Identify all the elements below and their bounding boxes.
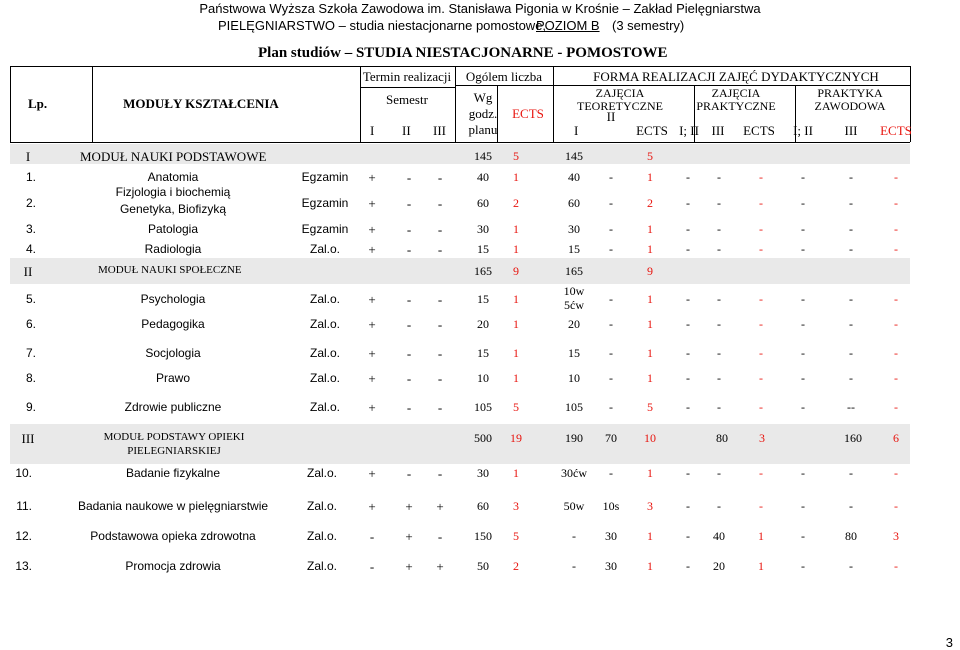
module-number: III: [21, 431, 35, 446]
row-sem-1: -: [369, 559, 375, 574]
row-lp: 6.: [25, 317, 36, 331]
row-sem-1: +: [368, 292, 376, 307]
row-ects: 1: [513, 317, 519, 331]
module-ects: 19: [510, 431, 522, 445]
row-cell: 60: [568, 196, 580, 210]
row-cell: -: [849, 466, 853, 480]
module-title: MODUŁ NAUKI SPOŁECZNE: [98, 264, 242, 276]
module-theory-hours-2: 70: [605, 431, 617, 445]
row-cell: -: [801, 529, 805, 543]
row-cell: -: [894, 400, 898, 414]
module-ects: 9: [513, 264, 519, 278]
row-subject: Socjologia: [145, 346, 201, 360]
row-subject: Podstawowa opieka zdrowotna: [90, 529, 256, 543]
row-hours: 10: [477, 371, 489, 385]
module-total-hours: 145: [474, 149, 492, 163]
row-sem-2: +: [405, 529, 413, 544]
wg-godz-planu-header: Wg godz. planu: [468, 90, 498, 137]
module-theory-hours: 145: [565, 149, 583, 163]
row-cell: 1: [647, 242, 653, 256]
row-exam-form: Zal.o.: [309, 242, 341, 256]
module-number: I: [25, 149, 31, 164]
row-ects: 1: [513, 222, 519, 236]
row-sem-3: -: [437, 196, 443, 211]
row-exam-form: Zal.o.: [309, 400, 341, 414]
row-cell: -: [572, 529, 576, 543]
row-cell: -: [759, 466, 763, 480]
row-exam-form: Egzamin: [301, 196, 349, 210]
module-theory-ects: 5: [647, 149, 653, 163]
row-subject: Patologia: [147, 222, 199, 236]
zaw-sub-i-ii: I; II: [793, 123, 813, 138]
row-cell: -: [717, 317, 721, 331]
row-cell: -: [849, 196, 853, 210]
row-hours: 15: [477, 292, 489, 306]
row-cell: -: [759, 196, 763, 210]
plan-title: Plan studiów – STUDIA NIESTACJONARNE - POMOSTOWE: [258, 45, 668, 61]
row-sem-2: -: [406, 170, 412, 185]
row-ects: 3: [513, 499, 519, 513]
row-subject: Fizjologia i biochemią: [115, 185, 231, 199]
module-total-hours: 500: [474, 431, 492, 445]
row-ects: 1: [513, 292, 519, 306]
zaw-sub-ects: ECTS: [880, 123, 912, 138]
row-sem-2: +: [405, 499, 413, 514]
row-cell: -: [894, 170, 898, 184]
row-hours: 50: [477, 559, 489, 573]
row-cell: 3: [647, 499, 653, 513]
row-exam-form: Egzamin: [301, 170, 349, 184]
termin-header: Termin realizacji: [362, 69, 452, 84]
row-cell: --: [847, 400, 855, 414]
row-sem-3: -: [437, 346, 443, 361]
row-cell: 30: [605, 529, 617, 543]
row-cell: -: [801, 466, 805, 480]
row-exam-form: Zal.o.: [309, 292, 341, 306]
module-title: MODUŁ PODSTAWY OPIEKI PIELEGNIARSKIEJ: [103, 431, 245, 457]
row-cell: 1: [647, 346, 653, 360]
row-cell: -: [717, 371, 721, 385]
module-placement-ects: 6: [893, 431, 899, 445]
ogolem-header: Ogólem liczba: [465, 69, 543, 84]
table-rule: [553, 66, 554, 142]
row-cell: -: [894, 371, 898, 385]
teor-sub-ii: II: [606, 109, 616, 124]
row-cell: -: [686, 292, 690, 306]
row-ects: 1: [513, 242, 519, 256]
row-sem-3: -: [437, 222, 443, 237]
row-subject: Badania naukowe w pielęgniarstwie: [77, 499, 269, 513]
table-rule: [455, 66, 456, 142]
row-cell: -: [717, 170, 721, 184]
row-cell: -: [686, 222, 690, 236]
row-cell: 105: [565, 400, 583, 414]
row-hours: 60: [477, 499, 489, 513]
row-cell: -: [759, 400, 763, 414]
row-sem-3: -: [437, 466, 443, 481]
row-lp: 13.: [15, 559, 32, 573]
row-cell: -: [609, 346, 613, 360]
row-cell: 1: [647, 371, 653, 385]
row-cell: -: [801, 170, 805, 184]
row-lp: 10.: [15, 466, 32, 480]
module-theory-hours: 165: [565, 264, 583, 278]
row-cell: -: [894, 499, 898, 513]
row-cell: -: [894, 559, 898, 573]
table-row: [10, 220, 910, 238]
table-rule: [92, 66, 93, 142]
row-ects: 2: [513, 559, 519, 573]
teor-sub-ects: ECTS: [636, 123, 668, 138]
row-cell: 40: [568, 170, 580, 184]
row-cell: -: [849, 559, 853, 573]
row-cell: 1: [758, 559, 764, 573]
row-cell: -: [609, 170, 613, 184]
row-cell: -: [717, 196, 721, 210]
row-lp: 9.: [25, 400, 36, 414]
row-sem-2: +: [405, 559, 413, 574]
module-theory-hours: 190: [565, 431, 583, 445]
row-cell: -: [609, 400, 613, 414]
row-cell: 1: [647, 529, 653, 543]
prakt-sub-ects: ECTS: [743, 123, 775, 138]
row-cell: -: [801, 196, 805, 210]
row-cell: -: [849, 292, 853, 306]
row-cell: 10w 5ćw: [563, 284, 585, 312]
row-cell: -: [801, 242, 805, 256]
row-cell: -: [759, 499, 763, 513]
row-cell: 15: [568, 242, 580, 256]
row-sem-1: +: [368, 371, 376, 386]
row-cell: -: [572, 559, 576, 573]
row-sem-3: -: [437, 529, 443, 544]
row-sem-1: +: [368, 242, 376, 257]
module-practical-hours: 80: [716, 431, 728, 445]
row-hours: 15: [477, 346, 489, 360]
row-cell: -: [759, 317, 763, 331]
row-cell: -: [759, 371, 763, 385]
row-cell: -: [686, 371, 690, 385]
row-cell: 1: [647, 466, 653, 480]
row-cell: -: [717, 400, 721, 414]
row-sem-1: -: [369, 529, 375, 544]
row-cell: -: [759, 222, 763, 236]
row-cell: -: [849, 499, 853, 513]
row-cell: 1: [647, 222, 653, 236]
row-cell: 1: [758, 529, 764, 543]
row-cell: -: [801, 292, 805, 306]
row-sem-1: +: [368, 222, 376, 237]
row-hours: 60: [477, 196, 489, 210]
row-cell: -: [801, 346, 805, 360]
row-subject-line2: Genetyka, Biofizyką: [119, 202, 227, 216]
row-sem-3: -: [437, 292, 443, 307]
row-subject: Anatomia: [147, 170, 199, 184]
row-ects: 1: [513, 346, 519, 360]
row-cell: -: [686, 196, 690, 210]
row-cell: 1: [647, 559, 653, 573]
module-placement-hours: 160: [844, 431, 862, 445]
row-sem-2: -: [406, 400, 412, 415]
row-cell: -: [849, 346, 853, 360]
row-cell: -: [686, 317, 690, 331]
row-cell: -: [849, 170, 853, 184]
row-sem-2: -: [406, 292, 412, 307]
row-subject: Pedagogika: [141, 317, 205, 331]
row-cell: -: [759, 292, 763, 306]
row-exam-form: Zal.o.: [309, 317, 341, 331]
row-ects: 1: [513, 466, 519, 480]
row-hours: 40: [477, 170, 489, 184]
row-cell: -: [801, 222, 805, 236]
table-top: [10, 66, 910, 67]
ects-header: ECTS: [512, 106, 544, 121]
row-subject: Badanie fizykalne: [125, 466, 221, 480]
row-sem-1: +: [368, 317, 376, 332]
row-cell: 50w: [563, 499, 585, 513]
row-sem-1: +: [368, 499, 376, 514]
row-sem-1: +: [368, 170, 376, 185]
row-cell: 40: [713, 529, 725, 543]
row-cell: -: [609, 466, 613, 480]
row-exam-form: Zal.o.: [306, 529, 338, 543]
row-cell: -: [801, 559, 805, 573]
page-number: 3: [945, 635, 953, 650]
table-rule: [360, 87, 455, 88]
row-cell: -: [759, 346, 763, 360]
row-hours: 150: [474, 529, 492, 543]
row-cell: -: [894, 292, 898, 306]
row-cell: -: [849, 242, 853, 256]
row-cell: -: [686, 242, 690, 256]
row-sem-3: -: [437, 170, 443, 185]
row-sem-3: -: [437, 371, 443, 386]
row-cell: 30: [568, 222, 580, 236]
row-hours: 20: [477, 317, 489, 331]
module-theory-ects: 10: [644, 431, 656, 445]
row-cell: 5: [647, 400, 653, 414]
row-cell: -: [686, 170, 690, 184]
row-cell: -: [686, 529, 690, 543]
row-cell: 3: [893, 529, 899, 543]
sem-iii-header: III: [433, 123, 446, 138]
row-cell: -: [894, 222, 898, 236]
row-exam-form: Zal.o.: [306, 499, 338, 513]
row-cell: 1: [647, 170, 653, 184]
row-cell: 10s: [602, 499, 620, 513]
row-cell: -: [686, 559, 690, 573]
row-cell: 30: [605, 559, 617, 573]
row-cell: -: [759, 170, 763, 184]
header-line1: Państwowa Wyższa Szkoła Zawodowa im. Stanisława Pigonia w Krośnie – Zakład Pielęgniarstwa: [199, 1, 761, 16]
row-lp: 5.: [25, 292, 36, 306]
row-sem-1: +: [368, 466, 376, 481]
zaw-header: PRAKTYKA ZAWODOWA: [814, 86, 886, 113]
row-cell: -: [686, 466, 690, 480]
row-subject: Prawo: [155, 371, 191, 385]
row-cell: -: [609, 292, 613, 306]
module-number: II: [23, 264, 33, 279]
row-exam-form: Zal.o.: [309, 346, 341, 360]
row-cell: -: [717, 292, 721, 306]
table-row: [10, 168, 910, 186]
row-lp: 2.: [25, 196, 36, 210]
row-cell: 20: [568, 317, 580, 331]
row-cell: -: [686, 346, 690, 360]
row-sem-2: -: [406, 346, 412, 361]
sem-i-header: I: [370, 123, 375, 138]
row-sem-2: -: [406, 196, 412, 211]
row-cell: -: [686, 400, 690, 414]
row-cell: 80: [845, 529, 857, 543]
poziom-link[interactable]: POZIOM B: [536, 18, 600, 33]
row-cell: -: [717, 499, 721, 513]
row-sem-1: +: [368, 196, 376, 211]
row-cell: -: [609, 222, 613, 236]
row-cell: 20: [713, 559, 725, 573]
row-subject: Psychologia: [140, 292, 206, 306]
row-ects: 5: [513, 529, 519, 543]
table-rule: [360, 66, 361, 142]
row-cell: -: [801, 317, 805, 331]
row-sem-3: +: [436, 559, 444, 574]
row-exam-form: Zal.o.: [306, 559, 338, 573]
row-subject: Promocja zdrowia: [125, 559, 221, 573]
row-cell: -: [717, 346, 721, 360]
prakt-sub-iii: III: [711, 123, 725, 138]
table-row: [10, 369, 910, 387]
row-cell: -: [894, 466, 898, 480]
prakt-sub-i-ii: I; II: [679, 123, 699, 138]
row-ects: 2: [513, 196, 519, 210]
module-theory-ects: 9: [647, 264, 653, 278]
row-sem-2: -: [406, 466, 412, 481]
row-cell: -: [849, 222, 853, 236]
row-lp: 4.: [25, 242, 36, 256]
row-cell: -: [759, 242, 763, 256]
row-exam-form: Zal.o.: [309, 371, 341, 385]
row-lp: 3.: [25, 222, 36, 236]
row-subject: Radiologia: [144, 242, 202, 256]
teor-header: ZAJĘCIA TEORETYCZNE: [577, 86, 663, 113]
row-cell: -: [686, 499, 690, 513]
header-line2-prefix: PIELĘGNIARSTWO – studia niestacjonarne pomostowe,: [218, 18, 547, 33]
row-sem-3: -: [437, 242, 443, 257]
row-cell: -: [801, 499, 805, 513]
prakt-header: ZAJĘCIA PRAKTYCZNE: [696, 86, 776, 113]
row-sem-3: -: [437, 317, 443, 332]
row-cell: -: [894, 242, 898, 256]
module-practical-ects: 3: [759, 431, 765, 445]
row-cell: -: [609, 317, 613, 331]
semestr-header: Semestr: [386, 92, 428, 107]
teor-sub-i: I: [574, 123, 579, 138]
row-sem-2: -: [406, 371, 412, 386]
row-lp: 8.: [25, 371, 36, 385]
row-sem-2: -: [406, 317, 412, 332]
row-subject: Zdrowie publiczne: [124, 400, 222, 414]
row-cell: 10: [568, 371, 580, 385]
table-rule: [10, 66, 11, 142]
row-lp: 1.: [25, 170, 36, 184]
row-ects: 5: [513, 400, 519, 414]
row-cell: 15: [568, 346, 580, 360]
row-exam-form: Zal.o.: [306, 466, 338, 480]
row-hours: 105: [474, 400, 492, 414]
row-cell: -: [894, 317, 898, 331]
row-cell: -: [717, 466, 721, 480]
row-sem-2: -: [406, 242, 412, 257]
row-lp: 7.: [25, 346, 36, 360]
row-cell: 1: [647, 292, 653, 306]
zaw-sub-iii: III: [844, 123, 858, 138]
row-cell: 2: [647, 196, 653, 210]
row-hours: 30: [477, 466, 489, 480]
row-cell: -: [801, 400, 805, 414]
row-cell: -: [609, 196, 613, 210]
row-cell: -: [717, 222, 721, 236]
row-cell: 1: [647, 317, 653, 331]
row-sem-3: +: [436, 499, 444, 514]
row-ects: 1: [513, 170, 519, 184]
sem-ii-header: II: [402, 123, 411, 138]
row-cell: -: [609, 371, 613, 385]
module-title: MODUŁ NAUKI PODSTAWOWE: [80, 149, 267, 164]
forma-header: FORMA REALIZACJI ZAJĘĆ DYDAKTYCZNYCH: [593, 69, 879, 84]
row-sem-3: -: [437, 400, 443, 415]
row-cell: -: [609, 242, 613, 256]
row-sem-1: +: [368, 346, 376, 361]
row-lp: 11.: [16, 499, 32, 513]
row-cell: -: [894, 196, 898, 210]
lp-header: Lp.: [28, 96, 48, 111]
row-sem-1: +: [368, 400, 376, 415]
row-ects: 1: [513, 371, 519, 385]
row-cell: -: [894, 346, 898, 360]
row-cell: -: [717, 242, 721, 256]
module-ects: 5: [513, 149, 519, 163]
row-hours: 30: [477, 222, 489, 236]
modules-header: MODUŁY KSZTAŁCENIA: [123, 96, 279, 111]
row-cell: 30ćw: [561, 466, 587, 480]
row-cell: -: [801, 371, 805, 385]
row-cell: -: [849, 371, 853, 385]
table-rule: [10, 142, 910, 143]
row-lp: 12.: [15, 529, 32, 543]
row-cell: -: [849, 317, 853, 331]
row-sem-2: -: [406, 222, 412, 237]
header-line2-suffix: (3 semestry): [612, 18, 685, 33]
row-hours: 15: [477, 242, 489, 256]
module-total-hours: 165: [474, 264, 492, 278]
row-exam-form: Egzamin: [301, 222, 349, 236]
